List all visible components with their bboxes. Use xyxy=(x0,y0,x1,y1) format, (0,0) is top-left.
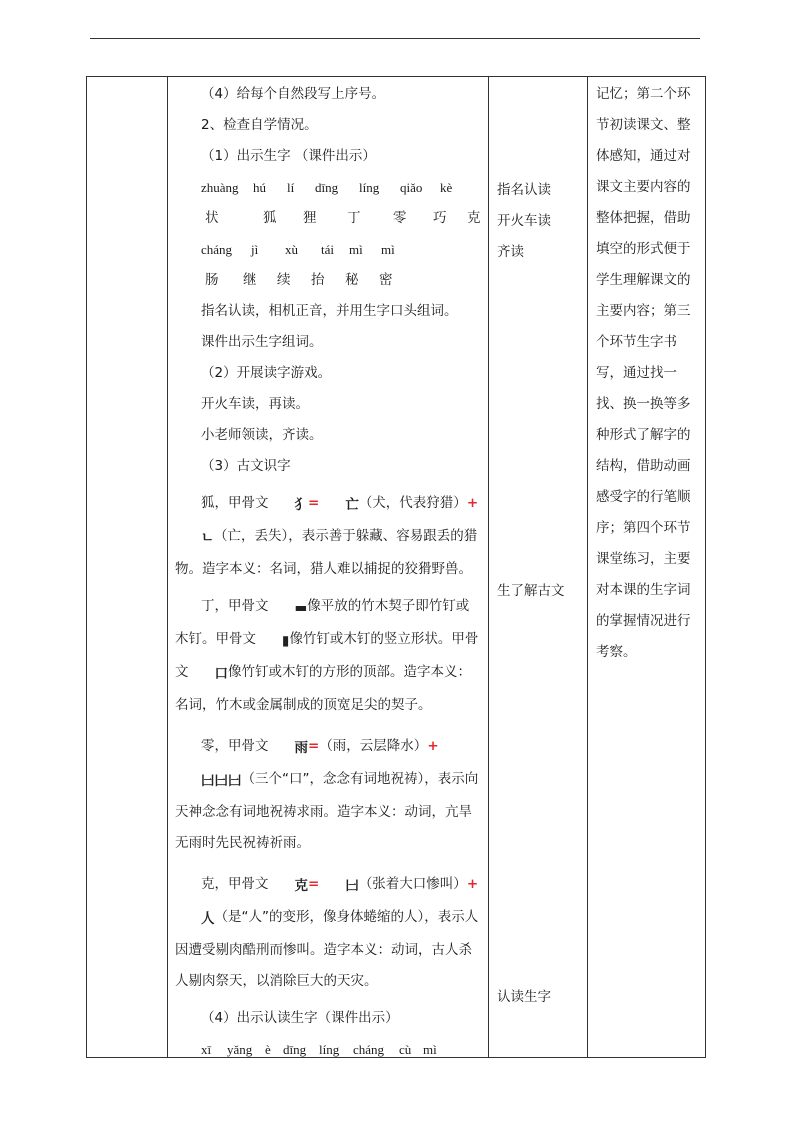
character: 丁 xyxy=(347,210,361,226)
pinyin: líng xyxy=(359,180,380,195)
step-train-reading: 开火车读，再读。 xyxy=(201,396,309,412)
student-activity-cell xyxy=(489,77,588,1058)
pinyin-row-1 xyxy=(175,172,482,203)
character-row-2 xyxy=(175,265,482,296)
activity-ancient-script: 生了解古文 xyxy=(497,583,565,599)
character: 巧 xyxy=(433,210,447,226)
explanation-ling: 零，甲骨文 雨=（雨，云层降水）+𠙵𠙵𠙵（三个“口”，念念有词地祝祷），表示向天神念念有词地祝祷求雨。造字本义：动词，亢旱无雨时先民祝祷祈雨。 xyxy=(175,731,482,859)
pinyin: mì xyxy=(381,242,395,257)
step-read-and-correct: 指名认读，相机正音，并用生字口头组词。 xyxy=(201,303,458,319)
equals-sign: = xyxy=(308,738,320,754)
explanation-ding: 丁，甲骨文 ▬像平放的竹木契子即竹钉或木钉。甲骨文 ▮像竹钉或木钉的竖立形状。甲骨文 口像竹钉或木钉的方形的顶部。造字本义：名词，竹木或金属制成的顶宽足尖的契子。 xyxy=(175,591,482,721)
pinyin: xī xyxy=(201,1042,212,1057)
oracle-glyph-nail-upright: ▮ xyxy=(282,633,290,649)
oracle-glyph-wang-2: ㄴ xyxy=(201,530,215,546)
stage-column-cell xyxy=(87,77,168,1058)
equals-sign: = xyxy=(308,495,320,511)
oracle-glyph-person: 人 xyxy=(201,911,215,927)
pinyin-row-3 xyxy=(175,1034,482,1065)
plus-sign: + xyxy=(466,876,479,892)
design-intent-text: 记忆；第二个环节初读课文、整体感知，通过对课文主要内容的整体把握，借助填空的形式便于学生理解课文的主要内容；第三个环节生字书写，通过找一找、换一换等多种形式了解字的结构，借助动画感受字的行笔顺序；第四个环节课堂练习，主要对本课的生字词的掌握情况进行考察。 xyxy=(596,86,691,660)
activity-named-reading: 指名认读 xyxy=(497,182,551,198)
oracle-glyph-nail-top: 口 xyxy=(214,666,228,682)
character: 秘 xyxy=(345,272,359,288)
pinyin: hú xyxy=(253,180,266,195)
oracle-glyph-open-mouth: 𠙵 xyxy=(345,878,359,894)
pinyin: líng xyxy=(319,1042,340,1057)
character: 抬 xyxy=(311,272,325,288)
step-reading-game: （2）开展读字游戏。 xyxy=(201,365,332,381)
pinyin: tái xyxy=(321,242,334,257)
pinyin: è xyxy=(265,1042,271,1057)
character: 克 xyxy=(467,210,481,226)
lesson-plan-table xyxy=(86,76,706,1058)
pinyin: cù xyxy=(399,1042,412,1057)
character: 肠 xyxy=(205,272,219,288)
activity-group-reading xyxy=(497,175,551,268)
pinyin: cháng xyxy=(353,1042,385,1057)
character: 狸 xyxy=(303,210,317,226)
character: 状 xyxy=(205,210,219,226)
oracle-glyph-three-mouths: 𠙵𠙵𠙵 xyxy=(201,773,242,789)
step-number-paragraphs: （4）给每个自然段写上序号。 xyxy=(201,86,386,102)
oracle-glyph-dog: 犭 xyxy=(294,497,308,513)
pinyin: qiǎo xyxy=(400,180,423,195)
pinyin: zhuàng xyxy=(201,180,239,195)
pinyin: jì xyxy=(251,242,259,257)
step-show-reading-characters: （4）出示认读生字（课件出示） xyxy=(201,1010,399,1026)
step-show-new-characters: （1）出示生字 （课件出示） xyxy=(201,148,376,164)
character: 狐 xyxy=(263,210,277,226)
step-show-word-groups: 课件出示生字组词。 xyxy=(201,334,323,350)
character: 零 xyxy=(393,210,407,226)
plus-sign: + xyxy=(427,738,439,754)
pinyin: mì xyxy=(423,1042,437,1057)
pinyin: mì xyxy=(349,242,363,257)
activity-read-characters: 认读生字 xyxy=(497,989,551,1005)
character: 继 xyxy=(243,272,257,288)
pinyin: yǎng xyxy=(227,1042,253,1057)
teaching-process-cell xyxy=(168,77,489,1058)
pinyin: xù xyxy=(285,242,298,257)
oracle-glyph-ke: 克 xyxy=(294,878,308,894)
activity-choral-reading: 齐读 xyxy=(497,244,524,260)
pinyin: cháng xyxy=(201,242,233,257)
oracle-glyph-rain: 雨 xyxy=(294,740,308,756)
pinyin: lí xyxy=(287,180,295,195)
pinyin-row-2 xyxy=(175,234,482,265)
equals-sign: = xyxy=(308,876,320,892)
oracle-glyph-wang: 亡 xyxy=(345,497,359,513)
pinyin: kè xyxy=(440,180,453,195)
step-ancient-script: （3）古文识字 xyxy=(201,458,291,474)
plus-sign: + xyxy=(466,495,479,511)
activity-train-reading: 开火车读 xyxy=(497,213,551,229)
explanation-hu: 狐，甲骨文 犭= 亡（犬，代表狩猎）+ㄴ（亡，丢失），表示善于躲藏、容易跟丢的猎物。造字本义：名词，猎人难以捕捉的狡猾野兽。 xyxy=(175,488,482,585)
pinyin: dīng xyxy=(315,180,339,195)
pinyin: dīng xyxy=(283,1042,307,1057)
character: 密 xyxy=(379,272,393,288)
oracle-glyph-nail-flat: ▬ xyxy=(294,600,308,616)
header-rule xyxy=(90,38,700,39)
design-intent-cell xyxy=(588,77,706,1058)
step-lead-reading: 小老师领读，齐读。 xyxy=(201,427,323,443)
character-row-1 xyxy=(175,203,482,234)
step-check-self-study: 2、检查自学情况。 xyxy=(201,117,318,133)
explanation-ke: 克，甲骨文 克= 𠙵（张着大口惨叫）+人（是“人”的变形，像身体蜷缩的人），表示人因遭受剔肉酷刑而惨叫。造字本义：动词，古人杀人剔肉祭天，以消除巨大的天灾。 xyxy=(175,869,482,997)
character: 续 xyxy=(277,272,291,288)
